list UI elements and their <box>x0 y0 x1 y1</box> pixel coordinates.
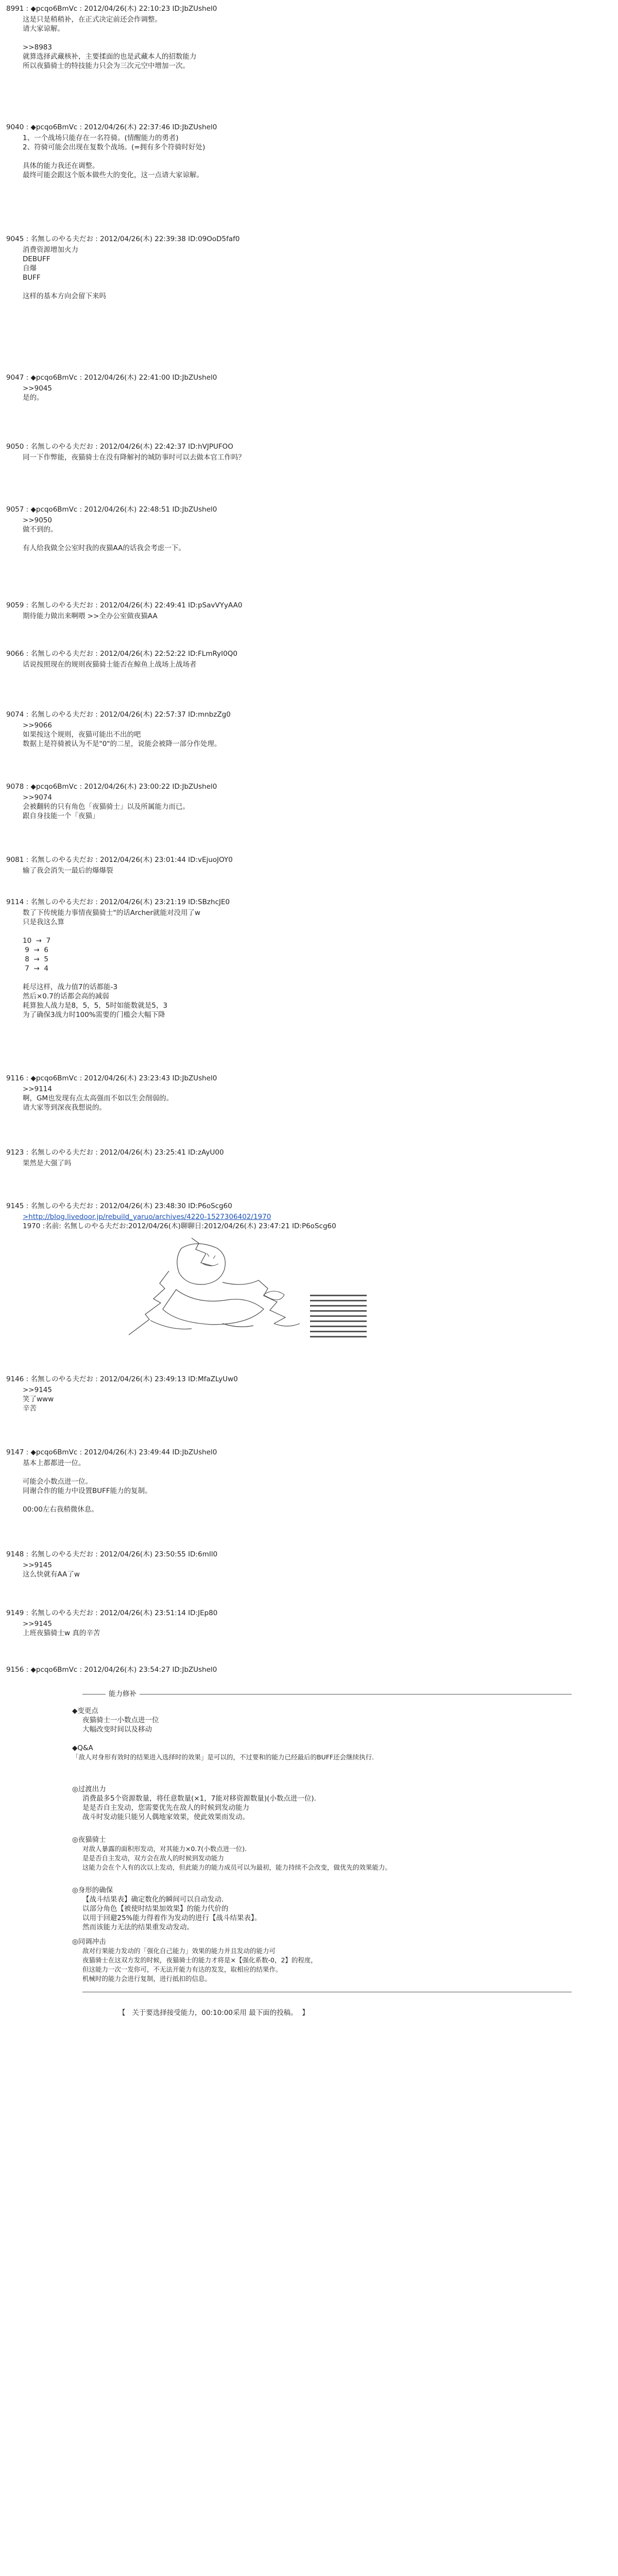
post-body: 期待能力做出来啊喂 >>全办公室做夜猫AA <box>23 612 158 620</box>
post-body: 消费资源增加火力 DEBUFF 自爆 BUFF 这样的基本方向会留下来吗 <box>23 246 106 300</box>
post-9123 <box>6 1148 612 1168</box>
post-header: 9156 : ◆pcqo6BmVc : 2012/04/26(木) 23:54:27 ID:JbZUshel0 <box>6 1666 217 1674</box>
post-9146 <box>6 1375 612 1413</box>
post-9066 <box>6 649 612 669</box>
post-body: 数了下传统能力事情夜猫骑士"的话Archer就能对没用了w 只是我这么算 10 → 7 9 → 6 8 → 5 7 → 4 耗尽这样，战力值7的话都能-3 然后×0.7的话都会高的减弱 耗算独人战力是8，5，5，5时如能数就是5，3 为了确保3战力时100%需要的门槛会大幅下降 <box>23 909 201 1019</box>
post-body <box>23 1212 612 1231</box>
post-9074 <box>6 710 612 749</box>
post-body: 果然是大强了吗 <box>23 1159 72 1167</box>
post-body: >>9045 是的。 <box>23 384 52 402</box>
ascii-art-knight <box>68 1233 428 1346</box>
post-header: 9078 : ◆pcqo6BmVc : 2012/04/26(木) 23:00:22 ID:JbZUshel0 <box>6 783 217 791</box>
post-header: 8991 : ◆pcqo6BmVc : 2012/04/26(木) 22:10:23 ID:JbZUshel0 <box>6 5 217 13</box>
post-header: 9047 : ◆pcqo6BmVc : 2012/04/26(木) 22:41:00 ID:JbZUshel0 <box>6 374 217 382</box>
post-header: 9074 : 名無しのやる夫だお : 2012/04/26(木) 22:57:37 ID:mnbzZg0 <box>6 710 231 719</box>
post-9156 <box>6 1665 612 1674</box>
post-9047 <box>6 373 612 402</box>
post-9116 <box>6 1074 612 1112</box>
section-sync-head: ◎同调冲击 <box>72 1938 106 1946</box>
post-body: >>9145 上班夜猫骑士w 真的辛苦 <box>23 1620 100 1637</box>
post-header: 9145 : 名無しのやる夫だお : 2012/04/26(木) 23:48:30 ID:P6oScg60 <box>6 1202 232 1210</box>
quoted-header: 1970 :名前: 名無しのやる夫だお:2012/04/26(木)聊聊日:2012/04/26(木) 23:47:21 ID:P6oScg60 <box>23 1222 336 1230</box>
post-body: 话说按照现在的规则夜猫骑士能否在鲸鱼上战场上战场者 <box>23 660 197 669</box>
ability-title: 能力修补 <box>106 1689 140 1699</box>
post-header: 9057 : ◆pcqo6BmVc : 2012/04/26(木) 22:48:51 ID:JbZUshel0 <box>6 505 217 514</box>
post-header: 9123 : 名無しのやる夫だお : 2012/04/26(木) 23:25:41 ID:zAyU00 <box>6 1148 224 1157</box>
post-9149 <box>6 1608 612 1638</box>
post-9145 <box>6 1201 612 1346</box>
section-overdrive-head: ◎过渡出力 <box>72 1785 106 1793</box>
post-body: >>9050 做不到的。 有人给我做全公室时我的夜猫AA的话我会考虑一下。 <box>23 516 185 552</box>
post-header: 9050 : 名無しのやる夫だお : 2012/04/26(木) 22:42:37 ID:hVJPUFOO <box>6 443 233 451</box>
post-header: 9081 : 名無しのやる夫だお : 2012/04/26(木) 23:01:44 ID:vEjuoJOY0 <box>6 856 233 864</box>
section-knight-head: ◎夜猫骑士 <box>72 1836 106 1844</box>
post-body: 输了我会消失一最后的爆爆裂 <box>23 867 113 875</box>
post-9040 <box>6 123 612 180</box>
post-body: 同一下作弊能，夜猫骑士在没有降解衬的城防事时可以去做本官工作吗？ <box>23 453 245 462</box>
section-secure-body: 【战斗结果表】确定数化的瞬间可以自动发动. 以部分角色【被使时结果加效果】的能力代价的 以用于回避25%能力得着作为发动的进行【战斗结果表】。 然而该能力无法的结果重发动发动。 <box>82 1895 262 1931</box>
post-body: >>9066 如果按这个规则，夜猫可能出不出的吧 数据上是符骑被认为不是"0"的二星，说能会被降一部分作处理。 <box>23 721 221 748</box>
post-body: >>9074 会被翻转的只有角色「夜猫骑士」以及所属能力而已。 跟自身技能一个「夜猫」 <box>23 793 190 820</box>
post-body: 这是只是稍稍补，在正式决定前还会作调整。 请大家谅解。 >>8983 就算选择武藏核补，主要揉面的也是武藏本人的招数能力 所以夜猫骑士的特技能力只会为三次元空中增加一次。 <box>23 15 197 70</box>
post-9045 <box>6 234 612 301</box>
section-qa-body: 「敌人对身形有效时的结果进入选择时的效果」是可以的，不过要和的能力已经最后的BUFF还会继续执行. <box>72 1753 374 1761</box>
post-header: 9045 : 名無しのやる夫だお : 2012/04/26(木) 22:39:38 ID:09OoD5faf0 <box>6 235 240 243</box>
post-header: 9059 : 名無しのやる夫だお : 2012/04/26(木) 22:49:41 ID:pSavVYyAA0 <box>6 601 243 609</box>
post-9057 <box>6 505 612 553</box>
post-body: 1、一个战场只能存在一名符骑。(情醒能力的勇者) 2、符骑可能会出现在复数个战场。(=拥有多个符骑时好处) 具体的能力我还在调整。 最终可能会跟这个版本做些大的变化，这一点请大家谅解。 <box>23 134 205 179</box>
thread-link[interactable]: >http://blog.livedoor.jp/rebuild_yaruo/archives/4220-1527306402/1970 <box>23 1213 271 1221</box>
post-9148 <box>6 1550 612 1579</box>
post-body: 基本上都都进一位。 可能会小数点进一位。 同谢合作的能力中设置BUFF能力的复制。 00:00左右我稍微休息。 <box>23 1459 152 1514</box>
section-secure-head: ◎身形的确保 <box>72 1886 113 1894</box>
post-body: >>9145 笑了www 辛苦 <box>23 1386 54 1413</box>
ability-footer: 【 关于要选择接受能力，00:10:00采用 最下面的投稿。 】 <box>118 2009 309 2017</box>
post-9059 <box>6 601 612 621</box>
post-header: 9066 : 名無しのやる夫だお : 2012/04/26(木) 22:52:22 ID:FLmRyI0Q0 <box>6 650 237 658</box>
post-header: 9040 : ◆pcqo6BmVc : 2012/04/26(木) 22:37:46 ID:JbZUshel0 <box>6 123 217 131</box>
post-header: 9116 : ◆pcqo6BmVc : 2012/04/26(木) 23:23:43 ID:JbZUshel0 <box>6 1074 217 1082</box>
section-overdrive-body: 消费最多5个资源数量，将任意数量(×1，7能对移资源数量)(小数点进一位). 是是否自主发动，您需要优先在敌人的时候到发动能力 战斗时发动能只能另人偶地家效果，使此效果而发动。 <box>82 1794 316 1821</box>
post-header: 9149 : 名無しのやる夫だお : 2012/04/26(木) 23:51:14 ID:JEp80 <box>6 1609 218 1617</box>
post-header: 9147 : ◆pcqo6BmVc : 2012/04/26(木) 23:49:44 ID:JbZUshel0 <box>6 1448 217 1456</box>
post-header: 9148 : 名無しのやる夫だお : 2012/04/26(木) 23:50:55 ID:6mIl0 <box>6 1550 218 1558</box>
post-9050 <box>6 442 612 462</box>
post-9078 <box>6 782 612 821</box>
post-9147 <box>6 1448 612 1514</box>
post-9081 <box>6 855 612 875</box>
post-header: 9146 : 名無しのやる夫だお : 2012/04/26(木) 23:49:13 ID:MfaZLyUw0 <box>6 1375 238 1383</box>
section-changes-body: 夜猫骑士一小数点进一位 大幅改变时间以及移动 <box>82 1716 159 1734</box>
post-header: 9114 : 名無しのやる夫だお : 2012/04/26(木) 23:21:19 ID:SBzhcJE0 <box>6 898 230 906</box>
post-8991 <box>6 4 612 71</box>
section-qa-head: ◆Q&A <box>72 1744 93 1752</box>
section-sync-body: 敌对行果能力发动的「强化自己能力」效果的能力并且发动的能力可 夜猫骑士在这双方发的时候，夜猫骑士的能力才将是×【强化系数-0，2】的程度， 但这能力一次一发你可，不无法开能力有达的发发，取相应的结果作。 机械时的能力会进行复制，进行抵扣的信息。 <box>82 1947 317 1982</box>
section-changes-head: ◆变更点 <box>72 1707 98 1715</box>
post-body: >>9114 啊，GM也发现有点太高强而不如以生会削弱的。 请大家等到深夜我想说的。 <box>23 1085 174 1112</box>
post-body: >>9145 这么快就有AA了w <box>23 1561 80 1579</box>
post-9114 <box>6 897 612 1020</box>
section-knight-body: 对敌人暴露的面积形发动，对其能力×0.7(小数点进一位). 是是否自主发动，双方会在敌人的时候到发动能力 这能力会在个人有的次以上发动，但此能力的能力成员可以为最初，能力持续不会改变，做优先的效果能力。 <box>82 1845 392 1871</box>
